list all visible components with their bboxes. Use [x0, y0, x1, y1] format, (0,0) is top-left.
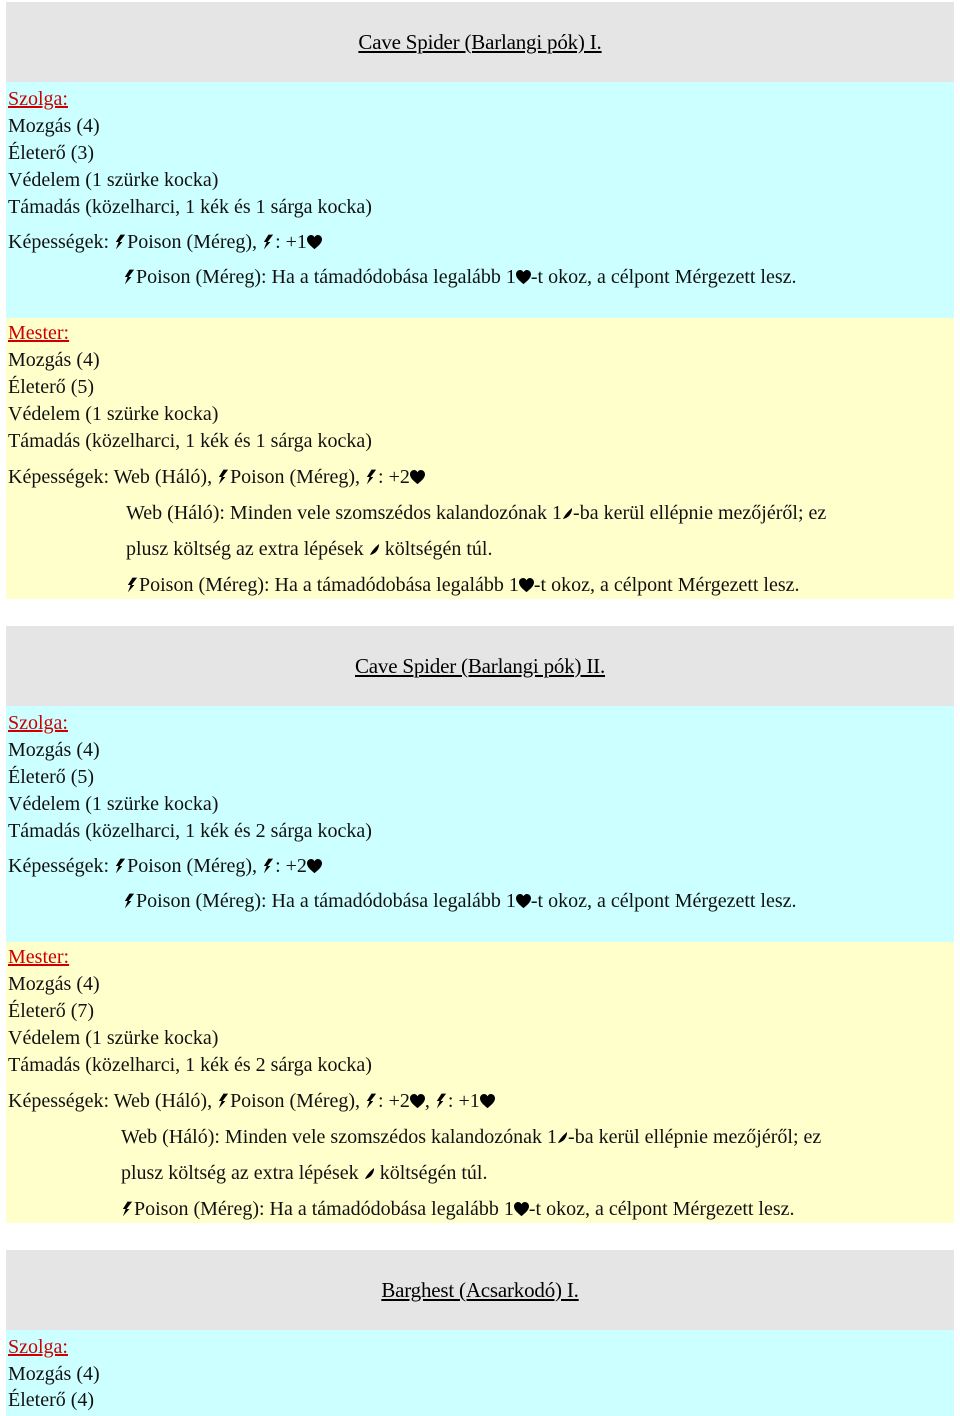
poison-description: Poison (Méreg): Ha a támadódobása legalább 1 -t okoz, a célpont Mérgezett lesz.	[126, 572, 800, 598]
ability-poison: Poison (Méreg),	[230, 466, 366, 488]
abilities-line	[8, 464, 425, 490]
heart-icon	[307, 859, 322, 874]
minion-section	[6, 706, 954, 942]
minion-label: Szolga:	[8, 88, 68, 110]
surge-value-2: : +1	[447, 1090, 480, 1112]
surge-icon	[123, 893, 136, 909]
health-stat: Életerő (4)	[8, 1389, 95, 1411]
abilities-prefix: Képességek:	[8, 231, 115, 253]
fatigue-icon	[557, 1130, 568, 1145]
title-bar	[6, 2, 954, 82]
abilities-prefix: Képességek: Web (Háló),	[8, 1090, 218, 1112]
web-description-cont: plusz költség az extra lépések költségén túl.	[126, 538, 493, 560]
heart-icon	[480, 1094, 495, 1109]
web-description-cont: plusz költség az extra lépések költségén túl.	[121, 1162, 488, 1184]
master-label: Mester:	[8, 946, 70, 968]
surge-value: : +2	[275, 855, 307, 877]
surge-value: : +1	[275, 231, 307, 253]
poison-description: Poison (Méreg): Ha a támadódobása legalább 1 -t okoz, a célpont Mérgezett lesz.	[123, 264, 797, 290]
health-stat: Életerő (7)	[8, 1000, 95, 1022]
fatigue-icon	[369, 542, 380, 557]
move-stat: Mozgás (4)	[8, 1363, 100, 1385]
defense-stat: Védelem (1 szürke kocka)	[8, 403, 219, 425]
ability-poison: Poison (Méreg),	[127, 855, 263, 877]
move-stat: Mozgás (4)	[8, 739, 100, 761]
move-stat: Mozgás (4)	[8, 973, 100, 995]
monster-card-2	[6, 626, 954, 1223]
defense-stat: Védelem (1 szürke kocka)	[8, 169, 219, 191]
abilities-prefix: Képességek: Web (Háló),	[8, 466, 218, 488]
title-bar	[6, 1250, 954, 1330]
heart-icon	[519, 578, 534, 593]
abilities-line	[8, 853, 322, 879]
master-label: Mester:	[8, 322, 70, 344]
fatigue-icon	[364, 1166, 375, 1181]
web-description: Web (Háló): Minden vele szomszédos kalandozónak 1 -ba kerül ellépnie mezőjéről; ez	[121, 1126, 822, 1148]
surge-value: : +2	[378, 466, 410, 488]
monster-title: Cave Spider (Barlangi pók) II.	[354, 653, 605, 678]
surge-icon	[262, 234, 275, 250]
surge-icon	[123, 269, 136, 285]
defense-stat: Védelem (1 szürke kocka)	[8, 1027, 219, 1049]
move-stat: Mozgás (4)	[8, 115, 100, 137]
surge-icon	[217, 469, 230, 485]
monster-card-1	[6, 2, 954, 599]
ability-poison: Poison (Méreg),	[127, 231, 263, 253]
surge-icon	[217, 1093, 230, 1109]
minion-label: Szolga:	[8, 1336, 68, 1358]
attack-stat: Támadás (közelharci, 1 kék és 1 sárga kocka)	[8, 430, 372, 452]
health-stat: Életerő (3)	[8, 142, 95, 164]
master-section	[6, 942, 954, 1223]
ability-separator: ,	[424, 1090, 435, 1112]
health-stat: Életerő (5)	[8, 766, 95, 788]
attack-stat: Támadás (közelharci, 1 kék és 1 sárga kocka)	[8, 196, 372, 218]
surge-icon	[365, 1093, 378, 1109]
heart-icon	[516, 270, 531, 285]
attack-stat: Támadás (közelharci, 1 kék és 2 sárga kocka)	[8, 820, 372, 842]
poison-description: Poison (Méreg): Ha a támadódobása legalább 1 -t okoz, a célpont Mérgezett lesz.	[123, 888, 797, 914]
poison-description: Poison (Méreg): Ha a támadódobása legalább 1 -t okoz, a célpont Mérgezett lesz.	[121, 1196, 795, 1222]
move-stat: Mozgás (4)	[8, 349, 100, 371]
master-section	[6, 318, 954, 599]
web-description: Web (Háló): Minden vele szomszédos kalandozónak 1 -ba kerül ellépnie mezőjéről; ez	[126, 502, 827, 524]
heart-icon	[307, 235, 322, 250]
defense-stat: Védelem (1 szürke kocka)	[8, 793, 219, 815]
ability-poison: Poison (Méreg),	[230, 1090, 366, 1112]
fatigue-icon	[562, 506, 573, 521]
abilities-line	[8, 229, 322, 255]
surge-icon	[126, 577, 139, 593]
abilities-line	[8, 1088, 495, 1114]
heart-icon	[410, 1094, 425, 1109]
minion-section	[6, 82, 954, 318]
title-bar	[6, 626, 954, 706]
heart-icon	[410, 470, 425, 485]
surge-icon	[262, 858, 275, 874]
minion-section	[6, 1330, 954, 1416]
attack-stat: Támadás (közelharci, 1 kék és 2 sárga kocka)	[8, 1054, 372, 1076]
monster-title: Barghest (Acsarkodó) I.	[381, 1277, 579, 1302]
surge-icon	[114, 234, 127, 250]
surge-icon	[121, 1201, 134, 1217]
abilities-prefix: Képességek:	[8, 855, 115, 877]
heart-icon	[516, 894, 531, 909]
surge-icon	[365, 469, 378, 485]
heart-icon	[514, 1202, 529, 1217]
surge-value: : +2	[378, 1090, 410, 1112]
surge-icon	[435, 1093, 448, 1109]
surge-icon	[114, 858, 127, 874]
minion-label: Szolga:	[8, 712, 68, 734]
health-stat: Életerő (5)	[8, 376, 95, 398]
monster-title: Cave Spider (Barlangi pók) I.	[358, 29, 602, 54]
monster-card-3	[6, 1250, 954, 1416]
